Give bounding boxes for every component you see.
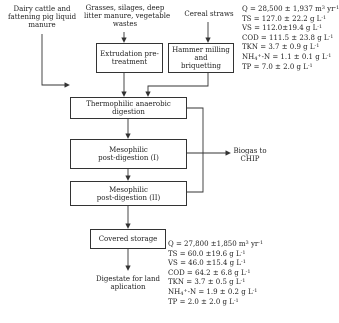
extrusion-box: Extrudation pre- treatment <box>96 43 163 73</box>
arrow-manure <box>42 34 69 85</box>
thermophilic-box: Thermophilic anaerobic digestion <box>70 97 187 119</box>
output-digestate: Digestate for land aplication <box>95 275 160 291</box>
milling-box: Hammer milling and briquetting <box>168 43 234 73</box>
mesophilic-2-box: Mesophilic post-digestion (II) <box>70 181 187 206</box>
biogas-line-thermo <box>187 108 203 192</box>
output-stats: Q = 27,800 ±1,850 $m^3$ $yr^{-1}$ TS = 60.0 ±19.6 g $L^{-1}$ VS = 46.0 ±15.4 g $L^{-1}$ COD = 64.2 ± 6.8 g $L^{-1}$ TKN = 3.7 ± 0.5 g $L^{-1}$ $NH_4^+-N = 1.9 \pm 0.2$ g $L^{-1}$ TP = 2.0 ± 2.0 g $L^{-1}$ <box>168 240 264 306</box>
input-grasses: Grasses, silages, deep litter manure, vegetable wastes <box>84 4 171 28</box>
input-stats: Q = 28,500 ± 1,937 $m^3$ $yr^{-1}$ TS = 127.0 ± 22.2 g $L^{-1}$ VS = 112.0±19.4 g $L^{-1}$ COD = 111.5 ± 23.8 g $L^{-1}$ TKN = 3.7 ± 0.9 g $L^{-1}$ $NH_4^+-N = 1.1 \pm 0.1$ g $L^{-1}$ TP = 7.0 ± 2.0 g $L^{-1}$ <box>242 5 339 71</box>
output-biogas: Biogas to CHIP <box>233 147 267 163</box>
arrow-milling-thermo <box>148 73 208 96</box>
input-straws: Cereal straws <box>184 10 234 18</box>
covered-storage-box: Covered storage <box>90 229 166 249</box>
input-manure: Dairy cattle and fattening pig liquid manure <box>7 5 77 29</box>
mesophilic-1-box: Mesophilic post-digestion (I) <box>70 139 187 169</box>
